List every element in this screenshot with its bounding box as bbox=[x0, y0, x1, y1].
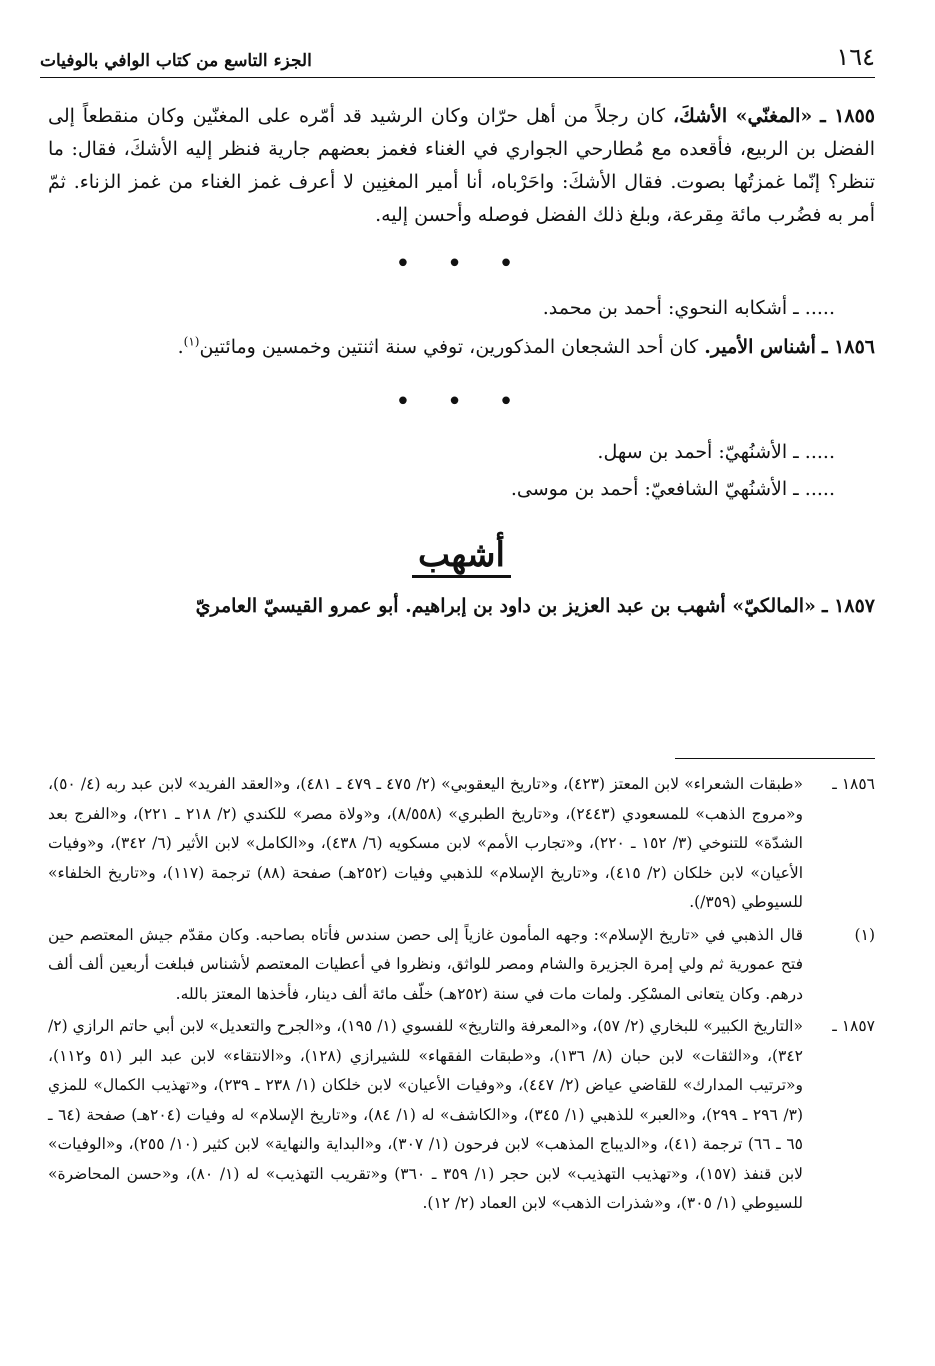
entry-number: ١٨٥٧ ـ bbox=[821, 595, 875, 617]
page-header bbox=[40, 40, 875, 78]
footnote-text: «التاريخ الكبير» للبخاري (٢/ ٥٧)، و«المعرفة والتاريخ» للفسوي (١/ ١٩٥)، و«الجرح والتعديل» لابن أبي حاتم الرازي (٢/ ٣٤٢)، و«الثقات» لابن حبان (٨/ ١٣٦)، و«طبقات الفقهاء» للشيرازي (١٢٨)، و«الانتقاء» لابن عبد البر (٥١ و١١٢)، و«ترتيب المدارك» للقاضي عياض (٢/ ٤٤٧)، و«وفيات الأعيان» لابن خلكان (١/ ٢٣٨ ـ ٢٣٩)، و«تهذيب الكمال» للمزي (٣/ ٢٩٦ ـ ٢٩٩)، و«العبر» للذهبي (١/ ٣٤٥)، و«الكاشف» له (١/ ٨٤)، و«تاريخ الإسلام» له وفيات (٢٠٤هـ) صفحة (٦٤ ـ ٦٥ ـ ٦٦) ترجمة (٤١)، و«الديباج المذهب» لابن فرحون (١/ ٣٠٧)، و«البداية والنهاية» لابن كثير (١٠/ ٢٥٥)، و«الوفيات» لابن قنفذ (١٥٧)، و«تهذيب التهذيب» لابن حجر (١/ ٣٥٩ ـ ٣٦٠) و«تقريب التهذيب» له (١/ ٨٠)، و«حسن المحاضرة» للسيوطي (١/ ٣٠٥)، و«شذرات الذهب» لابن العماد (٢/ ١٢). bbox=[48, 1017, 803, 1212]
running-title: الجزء التاسع من كتاب الوافي بالوفيات bbox=[40, 51, 312, 71]
main-text bbox=[48, 100, 875, 623]
entry-text: كان أحد الشجعان المذكورين، توفي سنة اثنتين وخمسين ومائتين bbox=[199, 336, 699, 358]
entry-name: أشناس الأمير. bbox=[704, 336, 816, 358]
footnote-text: «طبقات الشعراء» لابن المعتز (٤٢٣)، و«تاريخ اليعقوبي» (٢/ ٤٧٥ ـ ٤٧٩ ـ ٤٨١)، و«العقد الفريد» لابن عبد ربه (٤/ ٥٠)، و«مروج الذهب» للمسعودي (٢٤٤٣)، و«تاريخ الطبري» (٨/٥٥٨)، و«ولاة مصر» للكندي (٢/ ٢١٨ ـ ٢٢١)، و«الفرج بعد الشدّة» للتنوخي (٣/ ١٥٢ ـ ٢٢٠)، و«تجارب الأمم» لابن مسكويه (٦/ ٤٣٨)، و«الكامل» لابن الأثير (٦/ ٣٤٢)، و«وفيات الأعيان» لابن خلكان (٢/ ٤١٥)، و«تاريخ الإسلام» للذهبي وفيات (٢٥٢هـ) صفحة (٨٨) ترجمة (١١٧)، و«تاريخ الخلفاء» للسيوطي (٣٥٩/). bbox=[48, 775, 804, 911]
footnote-label: ١٨٥٧ ـ bbox=[832, 1017, 875, 1035]
entry-1856 bbox=[48, 331, 875, 364]
entry-1855 bbox=[48, 100, 875, 232]
cross-reference: ..... ـ الأشنُهيّ: أحمد بن سهل. bbox=[597, 441, 835, 463]
entry-text: «المالكيّ» أشهب بن عبد العزيز بن داود بن إبراهيم. أبو عمرو القيسيّ العامريّ bbox=[195, 595, 816, 617]
section-heading bbox=[48, 530, 875, 580]
cross-reference: ..... ـ الأشنُهيّ الشافعيّ: أحمد بن موسى. bbox=[510, 478, 835, 500]
footnote-label: (١) bbox=[854, 925, 875, 944]
entry-name: «المغنّي» الأشكَ، bbox=[673, 105, 813, 127]
entry-number: ١٨٥٦ ـ bbox=[821, 336, 875, 358]
section-heading-text: أشهب bbox=[412, 535, 511, 578]
footnotes bbox=[48, 770, 875, 1222]
footnote-reference: (١) bbox=[183, 334, 200, 349]
footnote-divider bbox=[675, 758, 875, 759]
footnote-text: قال الذهبي في «تاريخ الإسلام»: وجهه المأمون غازياً إلى حصن سندس فأتاه بصاحبه. وكان مقدّم جيش المعتصم حين فتح عمورية ثم ولي إمرة الجزيرة والشام ومصر للواثق، ونظروا في أعطيات المعتصم لأشناس فبلغت أربعين ألف ألف درهم. وكان يتعانى المسْكِر. ولمات مات في سنة (٢٥٢هـ) خلّف مائة ألف دينار، فأخذها المعتز بالله. bbox=[48, 925, 803, 1003]
entry-end: . bbox=[177, 336, 184, 358]
footnote-label: ١٨٥٦ ـ bbox=[832, 775, 875, 793]
page-number: ١٦٤ bbox=[836, 43, 875, 71]
entry-text: كان رجلاً من أهل حرّان وكان الرشيد قد أمّره على المغنّين وكان منقطعاً إلى الفضل بن الربيع، فأقعده مع مُطارحي الجواري في الغناء فغمز بعضهم جارية فنظر إليه الأشكَ، فقال: ما تنظر؟ إنّما غمزتُها بصوت. فقال الأشكَ: واحَرْباه، أنا أمير المغنِين لا أعرف غمز الغناء من غمز الزناء. ثمّ أمر به فضُرب مائة مِقرعة، وبلغ ذلك الفضل فوصله وأحسن إليه. bbox=[48, 105, 875, 226]
footnote bbox=[48, 1012, 875, 1219]
section-separator: • • • bbox=[395, 249, 528, 279]
section-separator: • • • bbox=[395, 387, 528, 417]
entry-1857 bbox=[48, 590, 875, 623]
footnote bbox=[48, 921, 875, 1010]
footnote bbox=[48, 770, 875, 918]
entry-number: ١٨٥٥ ـ bbox=[820, 105, 876, 127]
cross-reference: ..... ـ أشكابه النحوي: أحمد بن محمد. bbox=[542, 297, 835, 319]
